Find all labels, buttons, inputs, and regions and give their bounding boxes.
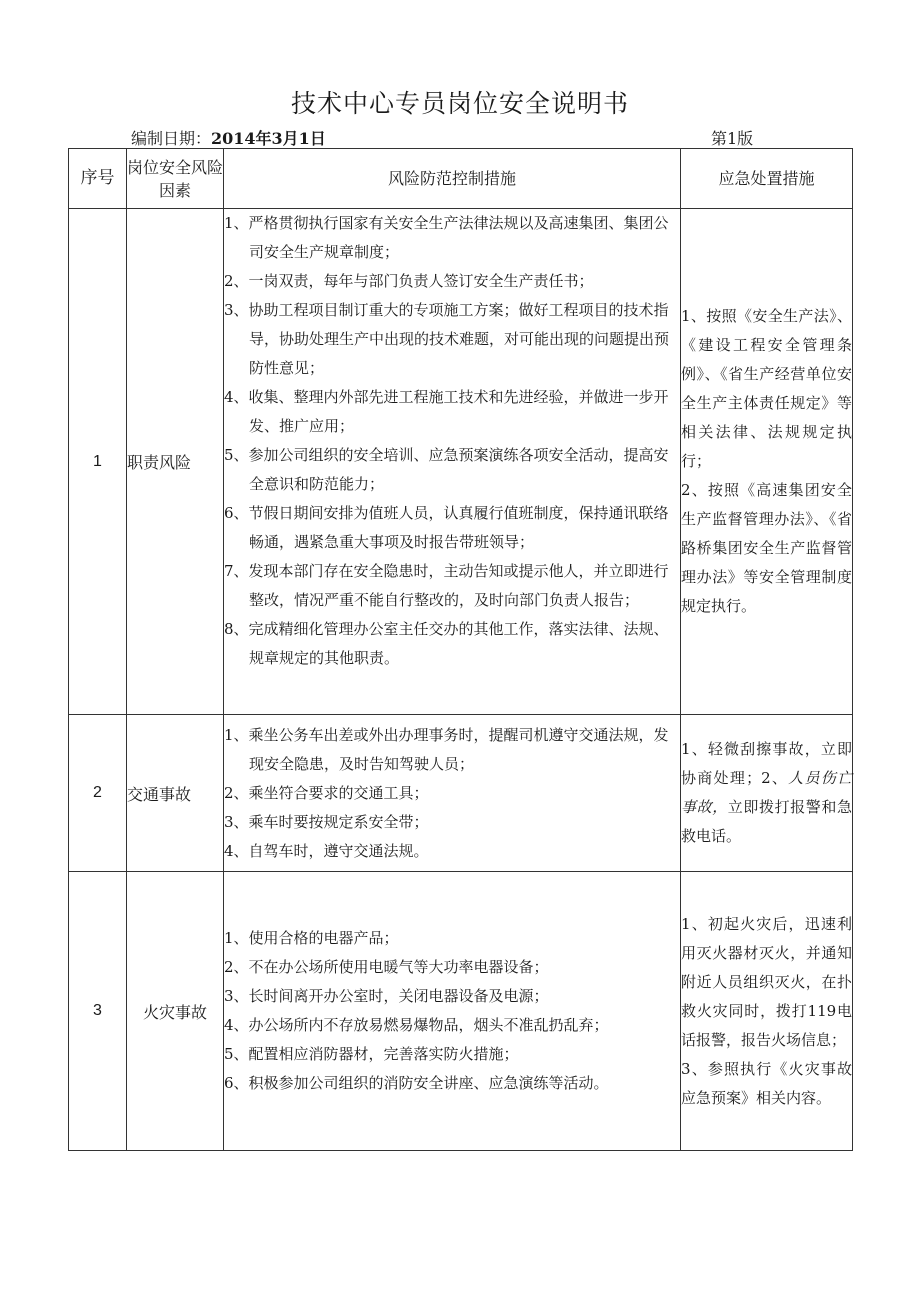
emergency-item: 2、按照《高速集团安全生产监督管理办法》、《省路桥集团安全生产监督管理办法》等安全管理制度规定执行。 [681,481,852,615]
emergency-text-italic: 人员伤亡事故， [681,769,852,816]
emergency-item [681,735,852,851]
version-label: 第1版 [711,129,754,148]
header-risk: 岗位安全风险因素 [127,149,224,209]
compile-date [131,126,326,149]
header-measures: 风险防范控制措施 [224,149,681,209]
measure-item: 2、一岗双责，每年与部门负责人签订安全生产责任书； [224,272,594,290]
measure-item: 5、参加公司组织的安全培训、应急预案演练各项安全活动，提高安全意识和防范能力； [224,446,669,493]
row-emergency [681,715,853,872]
date-value: 2014年3月1日 [211,129,326,148]
row-risk: 职责风险 [127,209,224,715]
measure-item: 3、长时间离开办公室时，关闭电器设备及电源； [224,987,549,1005]
row-measures [224,209,681,715]
header-seq: 序号 [69,149,127,209]
safety-table [68,148,853,1151]
row-measures [224,872,681,1151]
row-risk: 交通事故 [127,715,224,872]
measure-item: 6、积极参加公司组织的消防安全讲座、应急演练等活动。 [224,1074,609,1092]
measure-item: 6、节假日期间安排为值班人员，认真履行值班制度，保持通讯联络畅通，遇紧急重大事项及时报告带班领导； [224,504,669,551]
emergency-text: 立即拨打报警和急救电话。 [681,798,852,845]
measure-item: 2、乘坐符合要求的交通工具； [224,783,429,802]
measure-item: 4、自驾车时，遵守交通法规。 [224,841,429,860]
emergency-text: 1、轻微刮擦事故，立即协商处理；2、 [681,740,852,787]
emergency-item: 3、参照执行《火灾事故应急预案》相关内容。 [681,1059,852,1107]
row-measures [224,715,681,872]
measure-item: 2、不在办公场所使用电暖气等大功率电器设备； [224,958,549,976]
measure-item: 8、完成精细化管理办公室主任交办的其他工作，落实法律、法规、规章规定的其他职责。 [224,620,669,667]
measure-item: 5、配置相应消防器材，完善落实防火措施； [224,1045,519,1063]
measure-item: 3、乘车时要按规定系安全带； [224,812,429,831]
row-risk: 火灾事故 [127,872,224,1151]
table-row [69,209,853,715]
row-emergency [681,872,853,1151]
emergency-item: 1、按照《安全生产法》、《建设工程安全管理条例》、《省生产经营单位安全生产主体责任规定》等相关法律、法规规定执行； [681,307,852,470]
measure-item: 1、严格贯彻执行国家有关安全生产法律法规以及高速集团、集团公司安全生产规章制度； [224,214,669,261]
header-emergency: 应急处置措施 [681,149,853,209]
measure-item: 4、收集、整理内外部先进工程施工技术和先进经验，并做进一步开发、推广应用； [224,388,669,435]
row-emergency [681,209,853,715]
table-header-row [69,149,853,209]
emergency-item: 1、初起火灾后，迅速利用灭火器材灭火，并通知附近人员组织灭火，在扑救火灾同时，拨打119电话报警，报告火场信息； [681,914,852,1049]
measure-item: 3、协助工程项目制订重大的专项施工方案；做好工程项目的技术指导，协助处理生产中出现的技术难题，对可能出现的问题提出预防性意见； [224,301,670,377]
table-row [69,872,853,1151]
measure-item: 4、办公场所内不存放易燃易爆物品，烟头不准乱扔乱弃； [224,1016,609,1034]
measure-item: 1、乘坐公务车出差或外出办理事务时，提醒司机遵守交通法规，发现安全隐患，及时告知驾驶人员； [224,725,669,773]
row-seq: 3 [69,872,127,1151]
row-seq: 2 [69,715,127,872]
measure-item: 7、发现本部门存在安全隐患时，主动告知或提示他人，并立即进行整改，情况严重不能自行整改的，及时向部门负责人报告； [224,562,669,609]
table-row [69,715,853,872]
date-label: 编制日期： [131,129,212,148]
measure-item: 1、使用合格的电器产品； [224,929,399,947]
document-title: 技术中心专员岗位安全说明书 [290,89,629,118]
row-seq: 1 [69,209,127,715]
